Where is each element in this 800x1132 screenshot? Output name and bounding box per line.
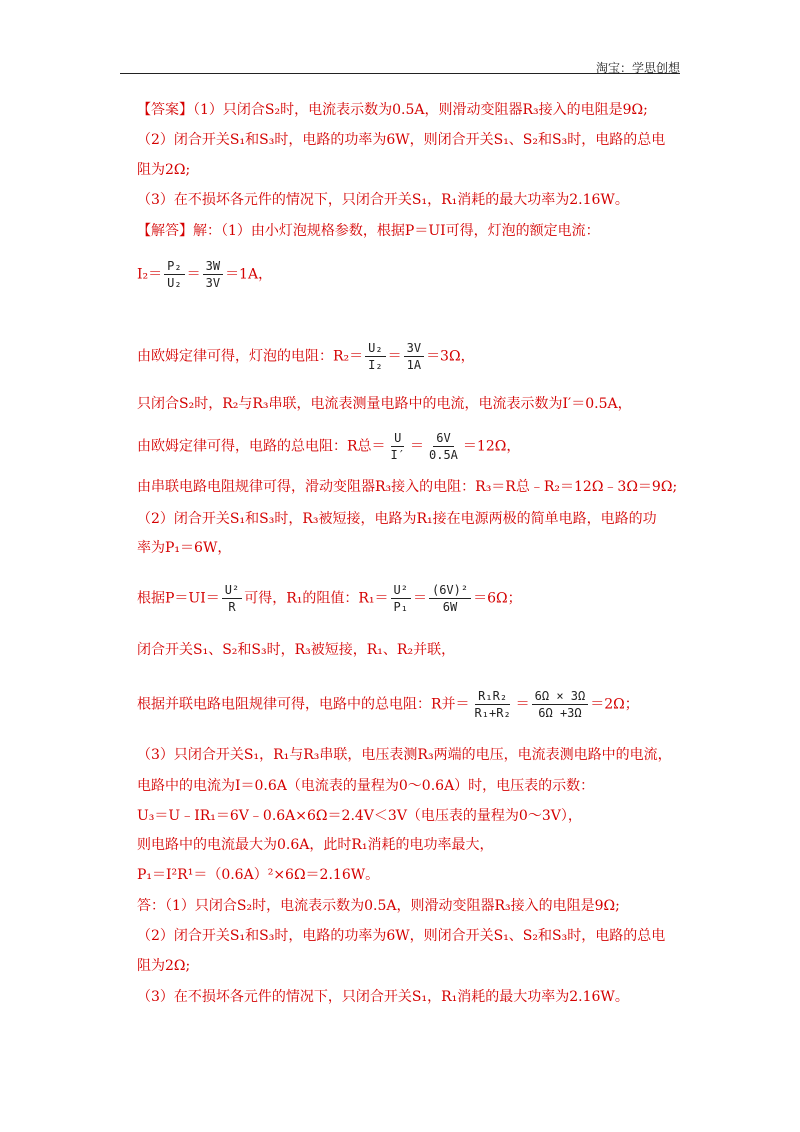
header-rule bbox=[120, 73, 680, 74]
formula-4-frac-c bbox=[429, 582, 471, 615]
solution-line-1: 【解答】解：（1）由小灯泡规格参数，根据P＝UI可得，灯泡的额定电流： bbox=[137, 223, 600, 239]
final-answer-line-3: 阻为2Ω; bbox=[137, 958, 191, 974]
frac-num: 6Ω × 3Ω bbox=[532, 688, 589, 705]
formula-4-mid: 可得，R₁的阻值：R₁＝ bbox=[244, 590, 389, 607]
solution-line-4: （2）闭合开关S₁和S₃时，R₃被短接，电路为R₁接在电源两极的简单电路，电路的功 bbox=[137, 511, 657, 527]
final-answer-line-2: （2）闭合开关S₁和S₃时，电路的功率为6W，则闭合开关S₁、S₂和S₃时，电路的总电 bbox=[137, 928, 666, 944]
frac-den: R₁+R₂ bbox=[474, 706, 511, 720]
formula-3 bbox=[137, 430, 520, 463]
answer-line-4: （3）在不损坏各元件的情况下，只闭合开关S₁，R₁消耗的最大功率为2.16W。 bbox=[137, 192, 629, 208]
frac-num: U₂ bbox=[365, 340, 385, 357]
answer-line-2: （2）闭合开关S₁和S₃时，电路的功率为6W，则闭合开关S₁、S₂和S₃时，电路的总电 bbox=[137, 132, 666, 148]
solution-line-8: 电路中的电流为I＝0.6A（电流表的量程为0～0.6A）时，电压表的示数： bbox=[137, 778, 595, 794]
frac-den: 6Ω +3Ω bbox=[538, 706, 582, 720]
formula-2-eq: ＝ bbox=[387, 348, 402, 365]
frac-den: P₁ bbox=[393, 600, 408, 614]
formula-2-frac-b bbox=[404, 340, 424, 373]
formula-1-pre: I₂＝ bbox=[137, 266, 163, 283]
solution-line-3: 由串联电路电阻规律可得，滑动变阻器R₃接入的电阻：R₃＝R总﹣R₂＝12Ω﹣3Ω＝9Ω; bbox=[137, 479, 678, 495]
formula-1-frac-b bbox=[203, 258, 223, 291]
frac-den: R bbox=[228, 600, 236, 614]
formula-2-post: ＝3Ω， bbox=[426, 348, 475, 365]
formula-5-eq: ＝ bbox=[515, 696, 530, 713]
solution-line-2: 只闭合S₂时，R₂与R₃串联，电流表测量电路中的电流，电流表示数为I′＝0.5A， bbox=[137, 396, 632, 412]
formula-5-post: ＝2Ω； bbox=[590, 696, 639, 713]
formula-1 bbox=[137, 258, 272, 291]
frac-den: 3V bbox=[205, 276, 221, 290]
formula-4-frac-a bbox=[222, 582, 242, 615]
formula-4-pre: 根据P＝UI＝ bbox=[137, 590, 220, 607]
frac-num: (6V)² bbox=[429, 582, 471, 599]
formula-2-frac-a bbox=[365, 340, 385, 373]
header-text: 淘宝：学思创想 bbox=[595, 61, 680, 75]
frac-den: 1A bbox=[406, 358, 422, 372]
formula-5-pre: 根据并联电路电阻规律可得，电路中的总电阻：R并＝ bbox=[137, 696, 470, 713]
formula-3-frac-b bbox=[426, 430, 461, 463]
solution-line-9: U₃＝U﹣IR₁＝6V﹣0.6A×6Ω＝2.4V＜3V（电压表的量程为0～3V）， bbox=[137, 808, 582, 824]
final-answer-line-4: （3）在不损坏各元件的情况下，只闭合开关S₁，R₁消耗的最大功率为2.16W。 bbox=[137, 989, 629, 1005]
frac-num: U bbox=[391, 430, 404, 447]
frac-den: 6W bbox=[442, 600, 458, 614]
formula-5-frac-b bbox=[532, 688, 589, 721]
formula-3-eq: ＝ bbox=[410, 438, 424, 455]
formula-5-frac-a bbox=[472, 688, 514, 721]
frac-num: U² bbox=[391, 582, 411, 599]
formula-2 bbox=[137, 340, 475, 373]
frac-num: R₁R₂ bbox=[475, 688, 510, 705]
formula-3-frac-a bbox=[388, 430, 408, 463]
formula-5 bbox=[137, 688, 639, 721]
answer-line-3: 阻为2Ω; bbox=[137, 162, 191, 178]
frac-num: 3V bbox=[404, 340, 424, 357]
formula-1-post: ＝1A， bbox=[225, 266, 273, 283]
frac-num: 3W bbox=[203, 258, 223, 275]
formula-4-eq: ＝ bbox=[412, 590, 427, 607]
solution-line-11: P₁＝I²R¹＝（0.6A）²×6Ω＝2.16W。 bbox=[137, 867, 380, 883]
solution-line-6: 闭合开关S₁、S₂和S₃时，R₃被短接，R₁、R₂并联， bbox=[137, 642, 456, 658]
formula-3-post: ＝12Ω， bbox=[462, 438, 521, 455]
formula-2-pre: 由欧姆定律可得，灯泡的电阻：R₂＝ bbox=[137, 348, 364, 365]
frac-num: U² bbox=[222, 582, 242, 599]
frac-den: I₂ bbox=[368, 358, 383, 372]
formula-3-pre: 由欧姆定律可得，电路的总电阻：R总＝ bbox=[137, 438, 386, 455]
frac-den: U₂ bbox=[167, 276, 182, 290]
solution-line-7: （3）只闭合开关S₁，R₁与R₃串联，电压表测R₃两端的电压，电流表测电路中的电流， bbox=[137, 747, 672, 763]
solution-line-5: 率为P₁＝6W， bbox=[137, 540, 232, 556]
frac-num: 6V bbox=[433, 430, 453, 447]
answer-line-1: 【答案】（1）只闭合S₂时，电流表示数为0.5A，则滑动变阻器R₃接入的电阻是9Ω; bbox=[137, 102, 648, 118]
formula-4-post: ＝6Ω； bbox=[473, 590, 522, 607]
frac-den: 0.5A bbox=[429, 448, 458, 462]
final-answer-line-1: 答：（1）只闭合S₂时，电流表示数为0.5A，则滑动变阻器R₃接入的电阻是9Ω; bbox=[137, 898, 620, 914]
formula-1-frac-a bbox=[164, 258, 184, 291]
formula-1-eq: ＝ bbox=[186, 266, 201, 283]
formula-4 bbox=[137, 582, 522, 615]
frac-num: P₂ bbox=[164, 258, 184, 275]
solution-line-10: 则电路中的电流最大为0.6A，此时R₁消耗的电功率最大， bbox=[137, 837, 494, 853]
frac-den: I′ bbox=[390, 448, 405, 462]
formula-4-frac-b bbox=[391, 582, 411, 615]
